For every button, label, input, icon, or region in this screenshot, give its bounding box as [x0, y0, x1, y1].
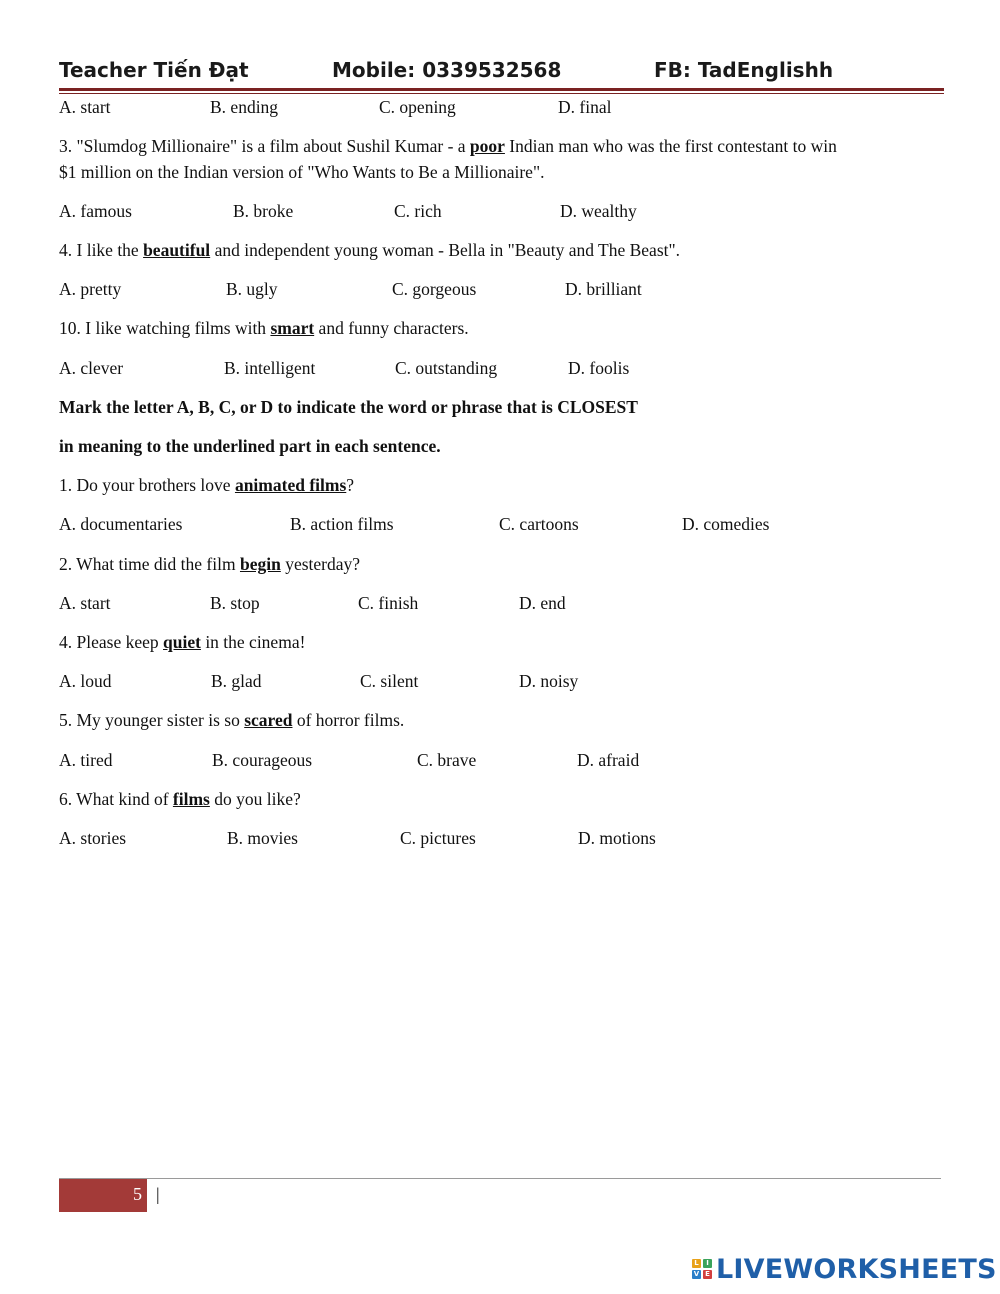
- option-b: B. intelligent: [224, 358, 316, 378]
- option-b: B. broke: [233, 201, 294, 221]
- underlined-word: smart: [270, 318, 315, 338]
- option-c: C. opening: [379, 97, 456, 117]
- option-c: C. rich: [394, 201, 442, 221]
- option-a: A. start: [59, 97, 111, 117]
- option-a: A. start: [59, 593, 111, 613]
- option-c: C. finish: [358, 593, 419, 613]
- option-b: B. glad: [211, 671, 262, 691]
- option-c: C. outstanding: [395, 358, 498, 378]
- option-d: D. afraid: [577, 750, 640, 770]
- option-d: D. motions: [578, 828, 656, 848]
- option-b: B. courageous: [212, 750, 313, 770]
- option-a: A. famous: [59, 201, 132, 221]
- question-1: 1. Do your brothers love animated films?: [59, 475, 355, 495]
- section-instruction-line2: in meaning to the underlined part in each sentence.: [59, 436, 441, 456]
- option-a: A. tired: [59, 750, 113, 770]
- section-instruction-line1: Mark the letter A, B, C, or D to indicate the word or phrase that is CLOSEST: [59, 397, 638, 417]
- option-d: D. noisy: [519, 671, 579, 691]
- facebook-handle: FB: TadEnglishh: [654, 58, 834, 82]
- question-4b: 4. Please keep quiet in the cinema!: [59, 632, 306, 652]
- question-5: 5. My younger sister is so scared of horror films.: [59, 710, 405, 730]
- logo-text: LIVEWORKSHEETS: [716, 1253, 997, 1285]
- option-d: D. end: [519, 593, 566, 613]
- underlined-word: beautiful: [143, 240, 211, 260]
- option-a: A. clever: [59, 358, 124, 378]
- option-b: B. ending: [210, 97, 279, 117]
- option-c: C. gorgeous: [392, 279, 477, 299]
- question-3-line2: $1 million on the Indian version of "Who Wants to Be a Millionaire".: [59, 162, 545, 182]
- question-6: 6. What kind of films do you like?: [59, 789, 301, 809]
- option-d: D. final: [558, 97, 612, 117]
- option-a: A. pretty: [59, 279, 122, 299]
- header-rule-thick: [59, 88, 944, 91]
- option-c: C. cartoons: [499, 514, 579, 534]
- footer-separator: |: [156, 1184, 160, 1204]
- option-d: D. wealthy: [560, 201, 637, 221]
- liveworksheets-logo-icon: L I V E: [692, 1259, 712, 1279]
- header-rule-thin: [59, 93, 944, 94]
- liveworksheets-logo[interactable]: [692, 1253, 997, 1285]
- option-c: C. brave: [417, 750, 477, 770]
- teacher-name: Teacher Tiến Đạt: [59, 58, 249, 82]
- option-d: D. foolis: [568, 358, 630, 378]
- option-a: A. documentaries: [59, 514, 183, 534]
- page-number: 5: [133, 1184, 142, 1204]
- underlined-word: begin: [239, 554, 281, 574]
- page-header: [59, 58, 944, 88]
- underlined-word: films: [172, 789, 210, 809]
- option-a: A. stories: [59, 828, 127, 848]
- underlined-word: scared: [244, 710, 293, 730]
- option-b: B. ugly: [226, 279, 278, 299]
- mobile-number: Mobile: 0339532568: [332, 58, 562, 82]
- question-3-line1: 3. "Slumdog Millionaire" is a film about Sushil Kumar - a poor Indian man who was the first contestant to win: [59, 136, 837, 156]
- option-c: C. pictures: [400, 828, 476, 848]
- underlined-word: animated films: [234, 475, 347, 495]
- option-c: C. silent: [360, 671, 419, 691]
- underlined-word: poor: [469, 136, 505, 156]
- question-10: 10. I like watching films with smart and funny characters.: [59, 318, 469, 338]
- option-d: D. comedies: [682, 514, 770, 534]
- option-d: D. brilliant: [565, 279, 642, 299]
- question-2: 2. What time did the film begin yesterday?: [59, 554, 361, 574]
- option-b: B. stop: [210, 593, 260, 613]
- question-4: 4. I like the beautiful and independent young woman - Bella in "Beauty and The Beast".: [59, 240, 681, 260]
- option-b: B. action films: [290, 514, 394, 534]
- option-b: B. movies: [227, 828, 298, 848]
- underlined-word: quiet: [163, 632, 201, 652]
- footer-rule: [59, 1178, 941, 1179]
- option-a: A. loud: [59, 671, 112, 691]
